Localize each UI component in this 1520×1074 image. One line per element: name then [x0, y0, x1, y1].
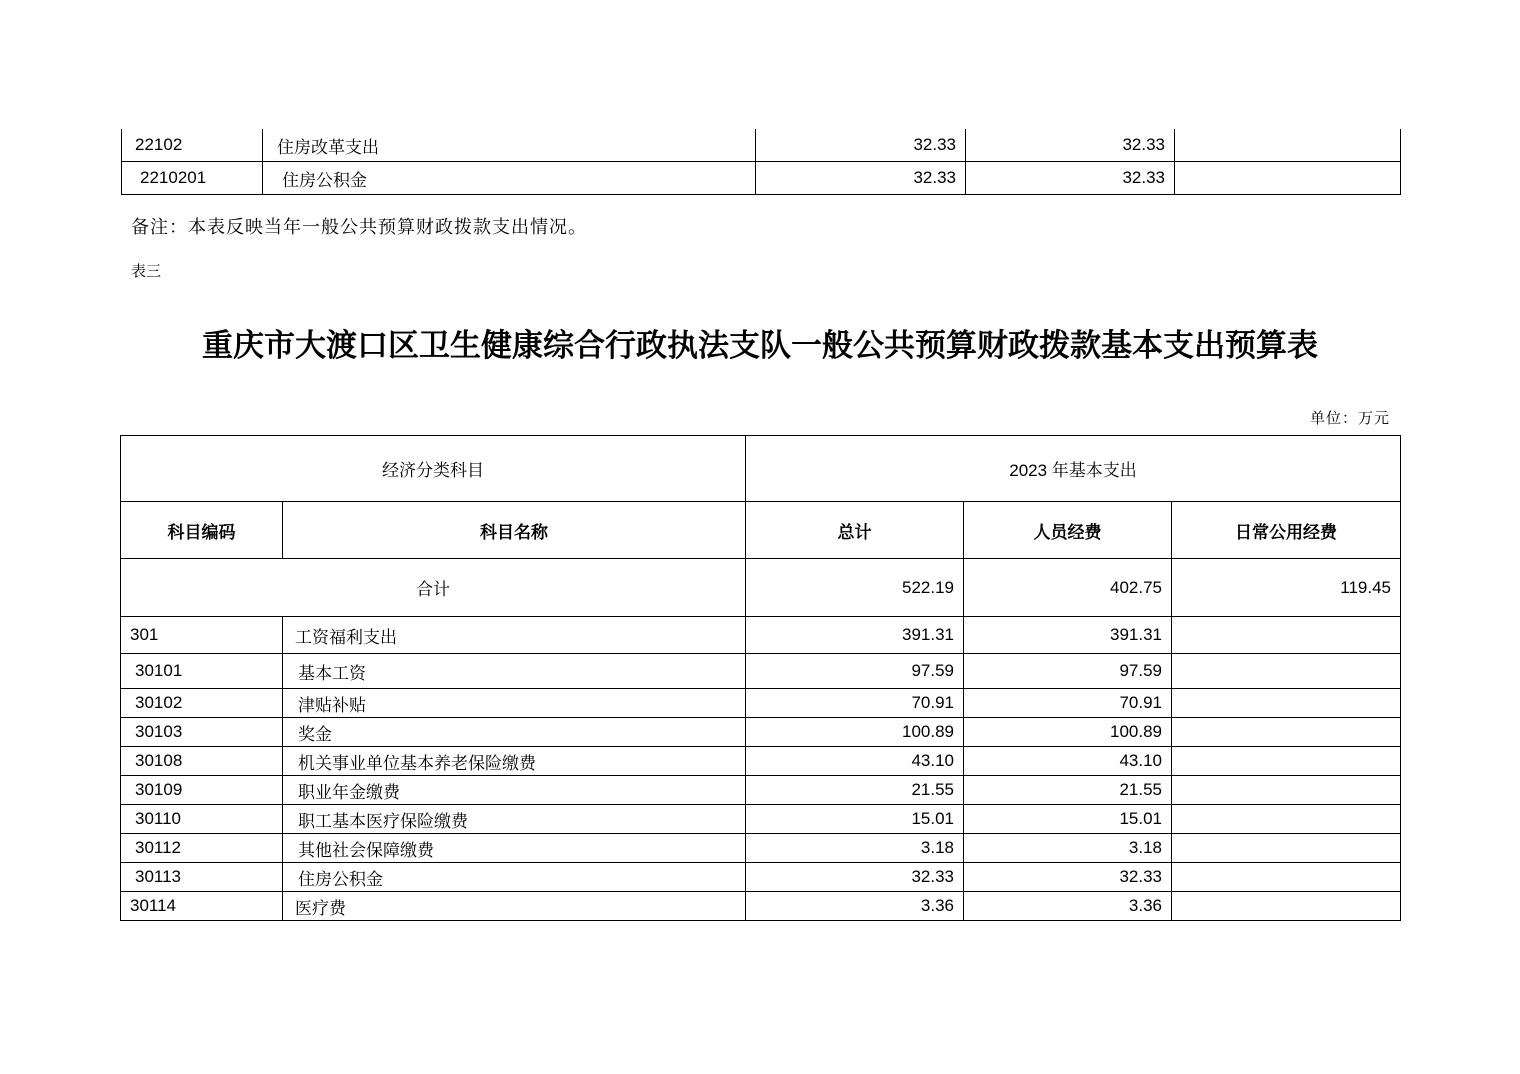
- row-daily: [1172, 805, 1401, 834]
- row-total: 15.01: [746, 805, 964, 834]
- table-row: [121, 654, 1401, 689]
- row-code: 30102: [121, 689, 283, 718]
- row-daily: [1172, 747, 1401, 776]
- total-total: 522.19: [746, 559, 964, 617]
- row-code: 30109: [121, 776, 283, 805]
- row-name: 医疗费: [283, 892, 746, 921]
- row-name: 住房公积金: [263, 162, 756, 195]
- row-personnel: 43.10: [964, 747, 1172, 776]
- row-personnel: 32.33: [966, 129, 1175, 162]
- row-personnel: 32.33: [966, 162, 1175, 195]
- row-code: 301: [121, 617, 283, 654]
- row-daily: [1172, 892, 1401, 921]
- header-daily: 日常公用经费: [1172, 502, 1401, 559]
- row-total: 32.33: [756, 129, 966, 162]
- row-total: 391.31: [746, 617, 964, 654]
- header-personnel: 人员经费: [964, 502, 1172, 559]
- header-name: 科目名称: [283, 502, 746, 559]
- row-code: 30108: [121, 747, 283, 776]
- row-daily: [1172, 617, 1401, 654]
- table-row: [121, 617, 1401, 654]
- row-name: 津贴补贴: [283, 689, 746, 718]
- continued-table: [121, 129, 1401, 195]
- total-label: 合计: [121, 559, 746, 617]
- row-personnel: 32.33: [964, 863, 1172, 892]
- row-total: 32.33: [746, 863, 964, 892]
- header-year-basic-expense: 2023 年基本支出: [746, 436, 1401, 502]
- row-name: 基本工资: [283, 654, 746, 689]
- row-personnel: 100.89: [964, 718, 1172, 747]
- row-code: 2210201: [122, 162, 263, 195]
- table-row: [121, 863, 1401, 892]
- row-total: 3.36: [746, 892, 964, 921]
- row-name: 住房改革支出: [263, 129, 756, 162]
- row-daily: [1172, 689, 1401, 718]
- table-label: 表三: [131, 262, 162, 280]
- table-row: [121, 689, 1401, 718]
- table-note: 备注：本表反映当年一般公共预算财政拨款支出情况。: [131, 217, 587, 238]
- row-daily: [1175, 129, 1401, 162]
- table-row: [121, 776, 1401, 805]
- row-code: 30103: [121, 718, 283, 747]
- row-code: 22102: [122, 129, 263, 162]
- row-daily: [1175, 162, 1401, 195]
- total-row: [121, 559, 1401, 617]
- row-name: 职业年金缴费: [283, 776, 746, 805]
- header-total: 总计: [746, 502, 964, 559]
- total-personnel: 402.75: [964, 559, 1172, 617]
- row-total: 43.10: [746, 747, 964, 776]
- row-personnel: 15.01: [964, 805, 1172, 834]
- header-economic-category: 经济分类科目: [121, 436, 746, 502]
- row-name: 职工基本医疗保险缴费: [283, 805, 746, 834]
- table-row: [121, 718, 1401, 747]
- row-code: 30114: [121, 892, 283, 921]
- table-row: [122, 129, 1401, 162]
- row-personnel: 97.59: [964, 654, 1172, 689]
- budget-table: [120, 435, 1401, 921]
- row-daily: [1172, 718, 1401, 747]
- table-row: [121, 805, 1401, 834]
- header-row-group: [121, 436, 1401, 502]
- unit-label: 单位：万元: [1309, 409, 1390, 427]
- row-personnel: 391.31: [964, 617, 1172, 654]
- row-name: 其他社会保障缴费: [283, 834, 746, 863]
- row-personnel: 21.55: [964, 776, 1172, 805]
- row-daily: [1172, 776, 1401, 805]
- row-code: 30112: [121, 834, 283, 863]
- row-code: 30101: [121, 654, 283, 689]
- row-code: 30110: [121, 805, 283, 834]
- table-row: [121, 834, 1401, 863]
- row-personnel: 70.91: [964, 689, 1172, 718]
- header-code: 科目编码: [121, 502, 283, 559]
- table-row: [121, 747, 1401, 776]
- table-row: [121, 892, 1401, 921]
- row-name: 工资福利支出: [283, 617, 746, 654]
- total-daily: 119.45: [1172, 559, 1401, 617]
- row-daily: [1172, 863, 1401, 892]
- row-personnel: 3.18: [964, 834, 1172, 863]
- row-total: 32.33: [756, 162, 966, 195]
- row-total: 97.59: [746, 654, 964, 689]
- page-title: 重庆市大渡口区卫生健康综合行政执法支队一般公共预算财政拨款基本支出预算表: [202, 328, 1318, 364]
- row-name: 住房公积金: [283, 863, 746, 892]
- row-code: 30113: [121, 863, 283, 892]
- row-personnel: 3.36: [964, 892, 1172, 921]
- row-total: 3.18: [746, 834, 964, 863]
- row-total: 21.55: [746, 776, 964, 805]
- table-row: [122, 162, 1401, 195]
- row-name: 机关事业单位基本养老保险缴费: [283, 747, 746, 776]
- row-name: 奖金: [283, 718, 746, 747]
- header-row-columns: [121, 502, 1401, 559]
- row-daily: [1172, 834, 1401, 863]
- row-total: 70.91: [746, 689, 964, 718]
- row-total: 100.89: [746, 718, 964, 747]
- row-daily: [1172, 654, 1401, 689]
